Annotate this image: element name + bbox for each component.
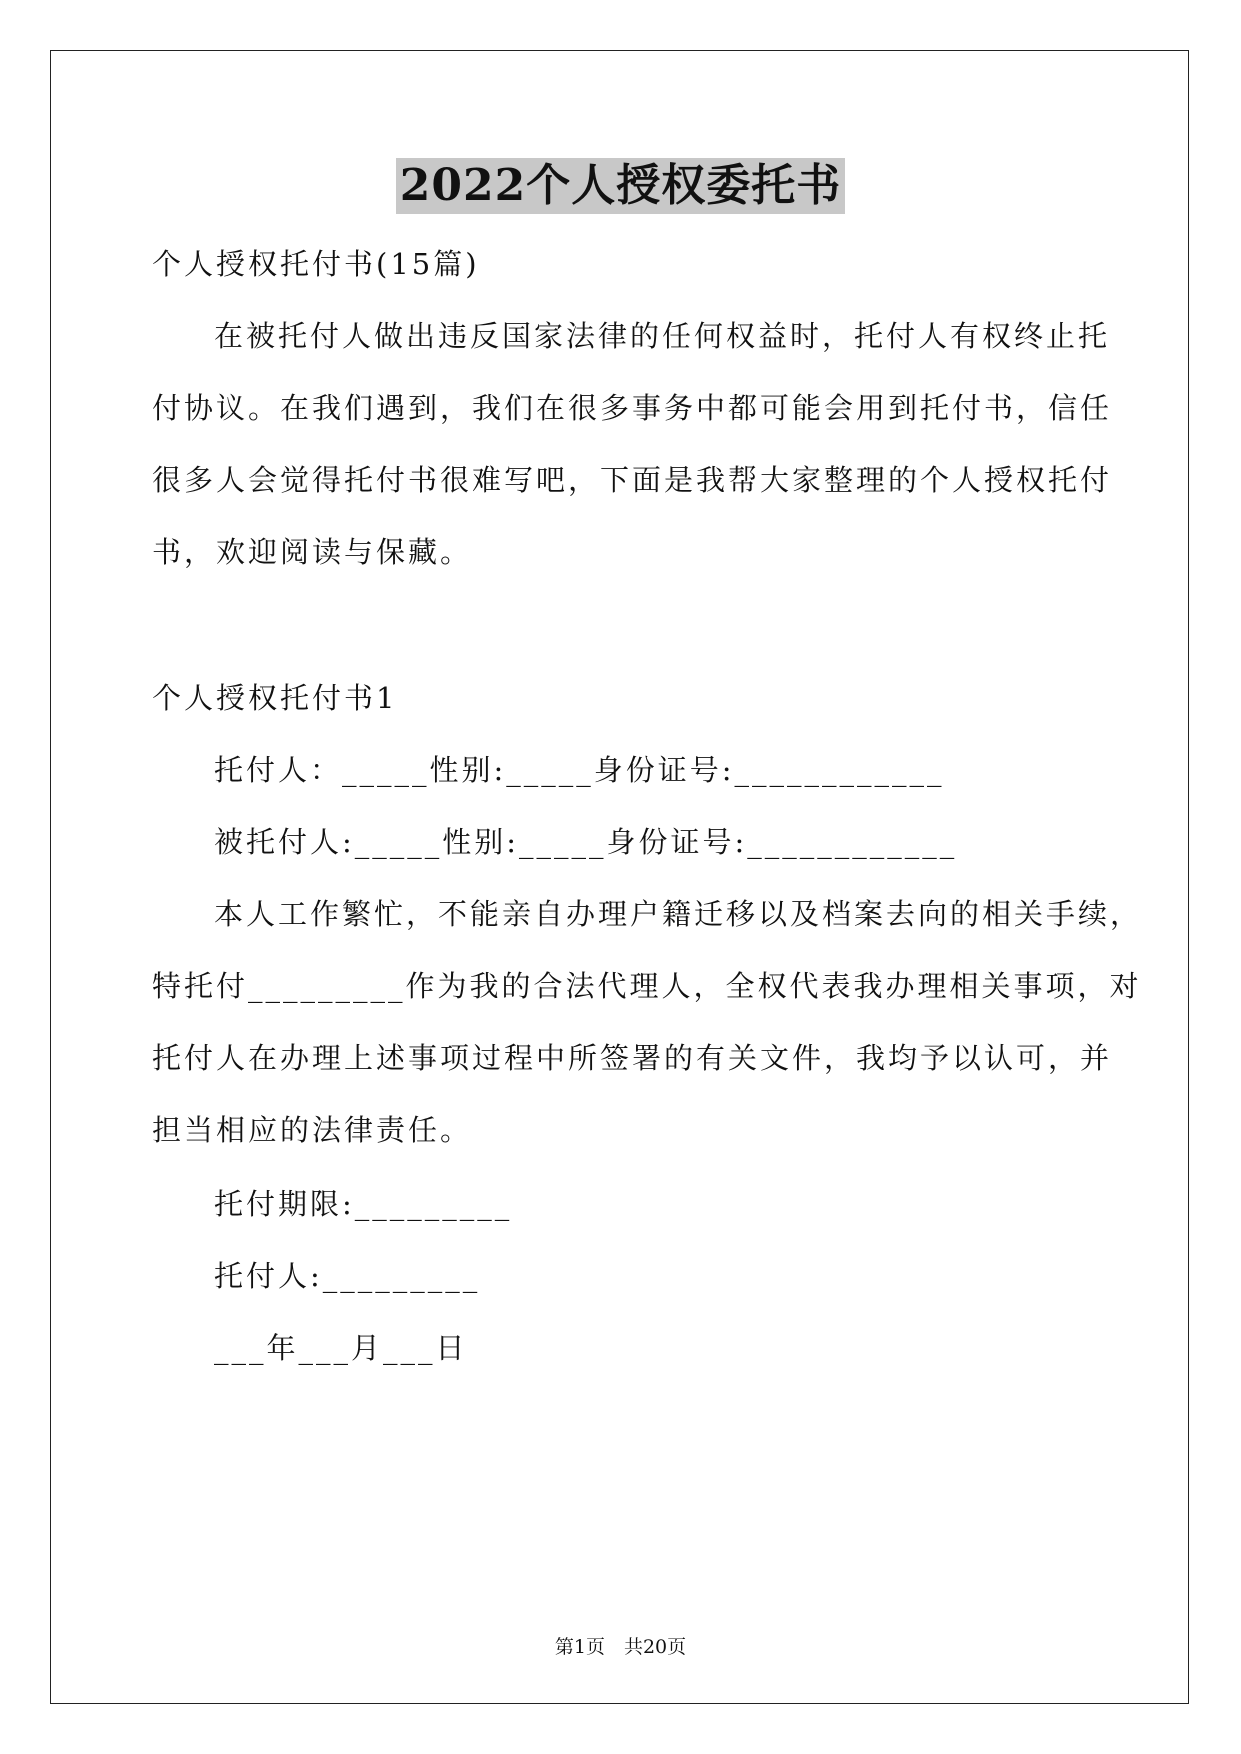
section-heading: 个人授权托付书1	[152, 681, 398, 715]
date-line: ___年___月___日	[214, 1331, 468, 1365]
page-footer	[0, 1635, 1241, 1659]
title-container	[0, 158, 1241, 214]
page-number-label: 第1页 共20页	[554, 1636, 687, 1658]
body-line: 托付人在办理上述事项过程中所签署的有关文件，我均予以认可，并	[152, 1041, 1113, 1075]
page-border	[50, 50, 1189, 1704]
body-line: 本人工作繁忙，不能亲自办理户籍迁移以及档案去向的相关手续，	[214, 897, 1143, 931]
document-title: 2022个人授权委托书	[396, 158, 845, 214]
document-subtitle: 个人授权托付书(15篇)	[152, 247, 480, 281]
term-line: 托付期限:_________	[214, 1187, 513, 1221]
body-line: 担当相应的法律责任。	[152, 1113, 473, 1147]
body-line: 特托付_________作为我的合法代理人，全权代表我办理相关事项，对	[152, 969, 1142, 1003]
principal-signature-line: 托付人:_________	[214, 1259, 481, 1293]
intro-line: 在被托付人做出违反国家法律的任何权益时，托付人有权终止托	[214, 319, 1111, 353]
form-line-principal: 托付人：_____性别:_____身份证号:____________	[214, 753, 945, 787]
intro-line: 书，欢迎阅读与保藏。	[152, 535, 473, 569]
intro-line: 很多人会觉得托付书很难写吧，下面是我帮大家整理的个人授权托付	[152, 463, 1113, 497]
form-line-agent: 被托付人:_____性别:_____身份证号:____________	[214, 825, 958, 859]
intro-line: 付协议。在我们遇到，我们在很多事务中都可能会用到托付书，信任	[152, 391, 1113, 425]
